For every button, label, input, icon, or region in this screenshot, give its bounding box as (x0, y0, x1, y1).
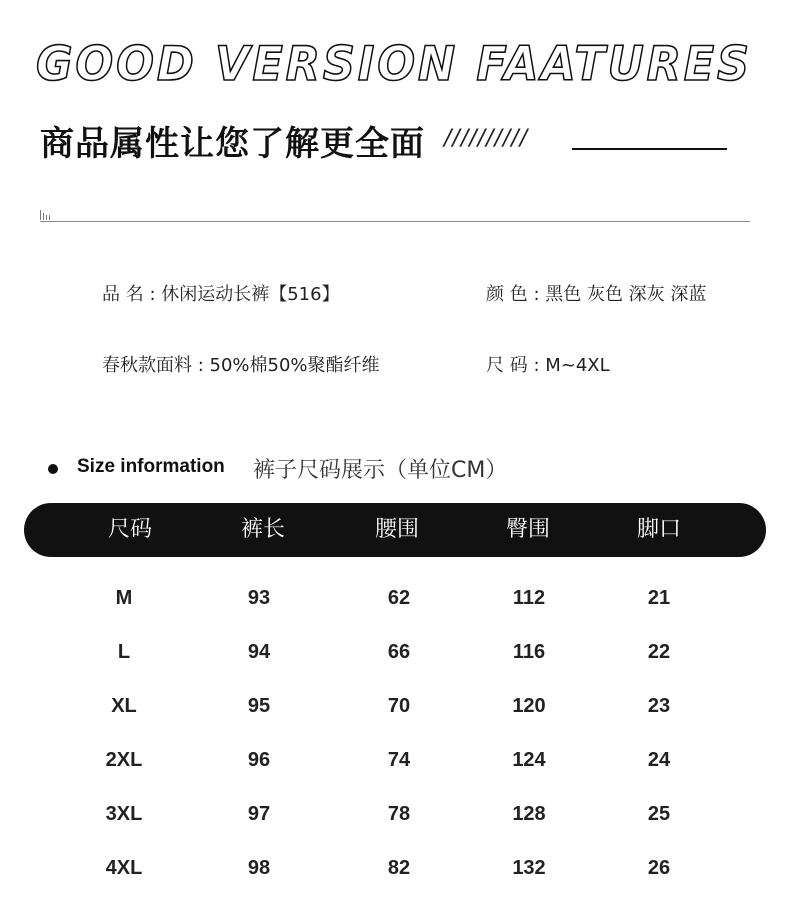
table-row (0, 679, 790, 733)
banner-text: GOOD VERSION FAATURES (36, 37, 752, 88)
cell-size: L (117, 641, 131, 663)
attr-fabric: 春秋款面料 : 50%棉50%聚酯纤维 (102, 355, 380, 376)
heading-underline (572, 148, 727, 150)
heading-row (40, 112, 740, 164)
cell-length: 95 (247, 695, 271, 717)
section-divider (40, 208, 750, 224)
attr-size-range: 尺 码 : M~4XL (486, 355, 610, 376)
cell-hip: 112 (512, 587, 546, 609)
column-header-hem: 脚口 (636, 517, 681, 542)
cell-waist: 62 (387, 587, 411, 609)
cell-hem: 26 (647, 857, 671, 879)
cell-hem: 22 (647, 641, 671, 663)
size-info-heading (44, 452, 744, 486)
table-row (0, 625, 790, 679)
column-header-size: 尺码 (107, 517, 152, 542)
table-row (0, 841, 790, 895)
size-info-label-en: Size information (77, 456, 225, 477)
size-info-label-cn: 裤子尺码展示（单位CM） (253, 458, 508, 483)
divider-bars-icon (40, 208, 54, 220)
page-heading: 商品属性让您了解更全面 (40, 124, 425, 164)
cell-length: 94 (247, 641, 271, 663)
cell-waist: 82 (387, 857, 411, 879)
cell-size: 3XL (105, 803, 143, 825)
cell-hem: 21 (647, 587, 671, 609)
heading-slashes: ////////// (444, 126, 529, 151)
cell-size: 2XL (105, 749, 143, 771)
cell-hip: 124 (512, 749, 546, 771)
cell-hip: 128 (512, 803, 546, 825)
column-header-hip: 臀围 (505, 517, 550, 542)
table-row (0, 733, 790, 787)
banner-title (36, 36, 756, 88)
cell-size: XL (111, 695, 137, 717)
cell-waist: 66 (387, 641, 411, 663)
cell-length: 96 (247, 749, 271, 771)
cell-waist: 70 (387, 695, 411, 717)
table-row (0, 787, 790, 841)
column-header-length: 裤长 (240, 517, 285, 542)
cell-hem: 24 (647, 749, 671, 771)
cell-length: 97 (247, 803, 271, 825)
cell-length: 98 (247, 857, 271, 879)
cell-size: 4XL (105, 857, 143, 879)
column-header-waist: 腰围 (374, 517, 419, 542)
size-table-header (24, 503, 766, 557)
attr-colors: 颜 色 : 黑色 灰色 深灰 深蓝 (486, 284, 707, 305)
table-row (0, 571, 790, 625)
cell-length: 93 (247, 587, 271, 609)
cell-hip: 116 (512, 641, 546, 663)
cell-hip: 120 (512, 695, 546, 717)
cell-hip: 132 (512, 857, 546, 879)
bullet-dot-icon (48, 464, 58, 474)
cell-hem: 23 (647, 695, 671, 717)
divider-line (40, 221, 750, 222)
banner-svg (36, 36, 756, 88)
cell-waist: 78 (387, 803, 411, 825)
attr-product-name: 品 名 : 休闲运动长裤【516】 (102, 284, 340, 305)
cell-waist: 74 (387, 749, 411, 771)
cell-size: M (115, 587, 133, 609)
size-table-body (0, 571, 790, 895)
cell-hem: 25 (647, 803, 671, 825)
